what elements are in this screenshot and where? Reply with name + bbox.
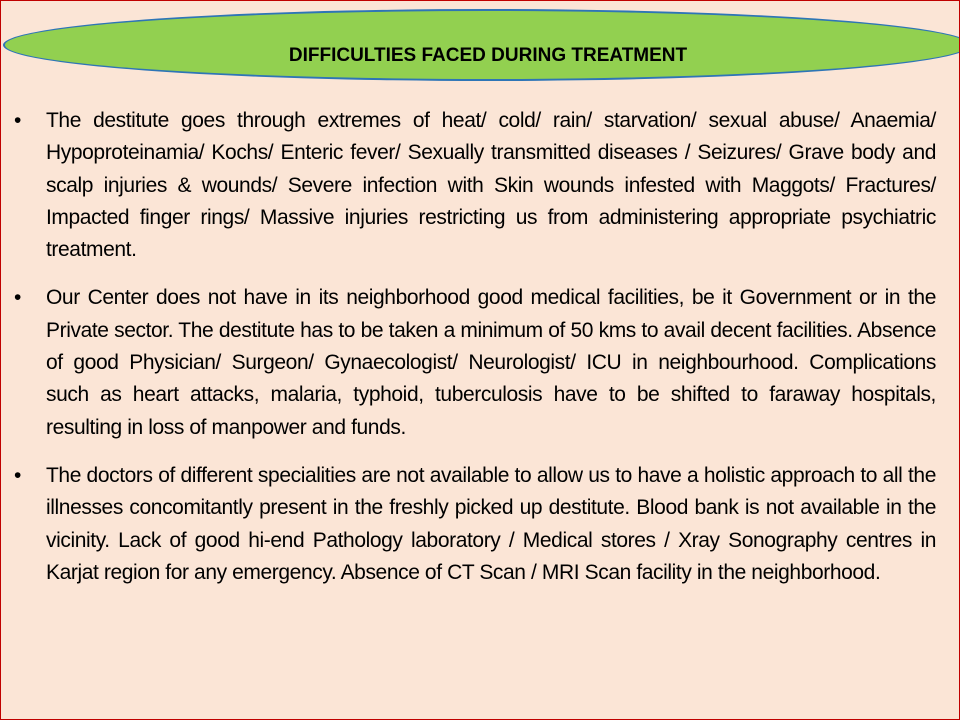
slide-title: DIFFICULTIES FACED DURING TREATMENT xyxy=(288,45,688,66)
bullet-point-icon: • xyxy=(14,109,22,132)
bullet-item xyxy=(1,105,960,266)
bullet-item xyxy=(1,282,960,443)
bullet-point-icon: • xyxy=(14,286,22,310)
bullet-item xyxy=(1,460,960,589)
bullet-text: The doctors of different specialities are not available to allow us to have a holistic approach to all the illnesses concomitantly present in the freshly picked up destitute. Blood bank is not available in the vicinity. Lack of good hi-end Pathology laboratory / Medical stores / Xray Sonography centres in Karjat region for any emergency. Absence of CT Scan / MRI Scan facility in the neighborhood. xyxy=(46,463,936,584)
bullet-text: Our Center does not have in its neighborhood good medical facilities, be it Government or in the Private sector. The destitute has to be taken a minimum of 50 kms to avail decent facilities. Absence of good Physician/ Surgeon/ Gynaecologist/ Neurologist/ ICU in neighbourhood. Complications such as heart attacks, malaria, typhoid, tuberculosis have to be shifted to faraway hospitals, resulting in loss of manpower and funds. xyxy=(46,286,936,439)
bullet-point-icon: • xyxy=(14,463,22,487)
bullet-text: The destitute goes through extremes of heat/ cold/ rain/ starvation/ sexual abuse/ Anaemia/ Hypoproteinamia/ Kochs/ Enteric fever/ Sexually transmitted diseases / Seizures/ Grave body and scalp injuries & wounds/ Severe infection with Skin wounds infested with Maggots/ Fractures/ Impacted finger rings/ Massive injuries restricting us from administering appropriate psychiatric treatment. xyxy=(46,109,936,262)
title-banner xyxy=(3,9,960,81)
bullet-list xyxy=(1,105,960,605)
